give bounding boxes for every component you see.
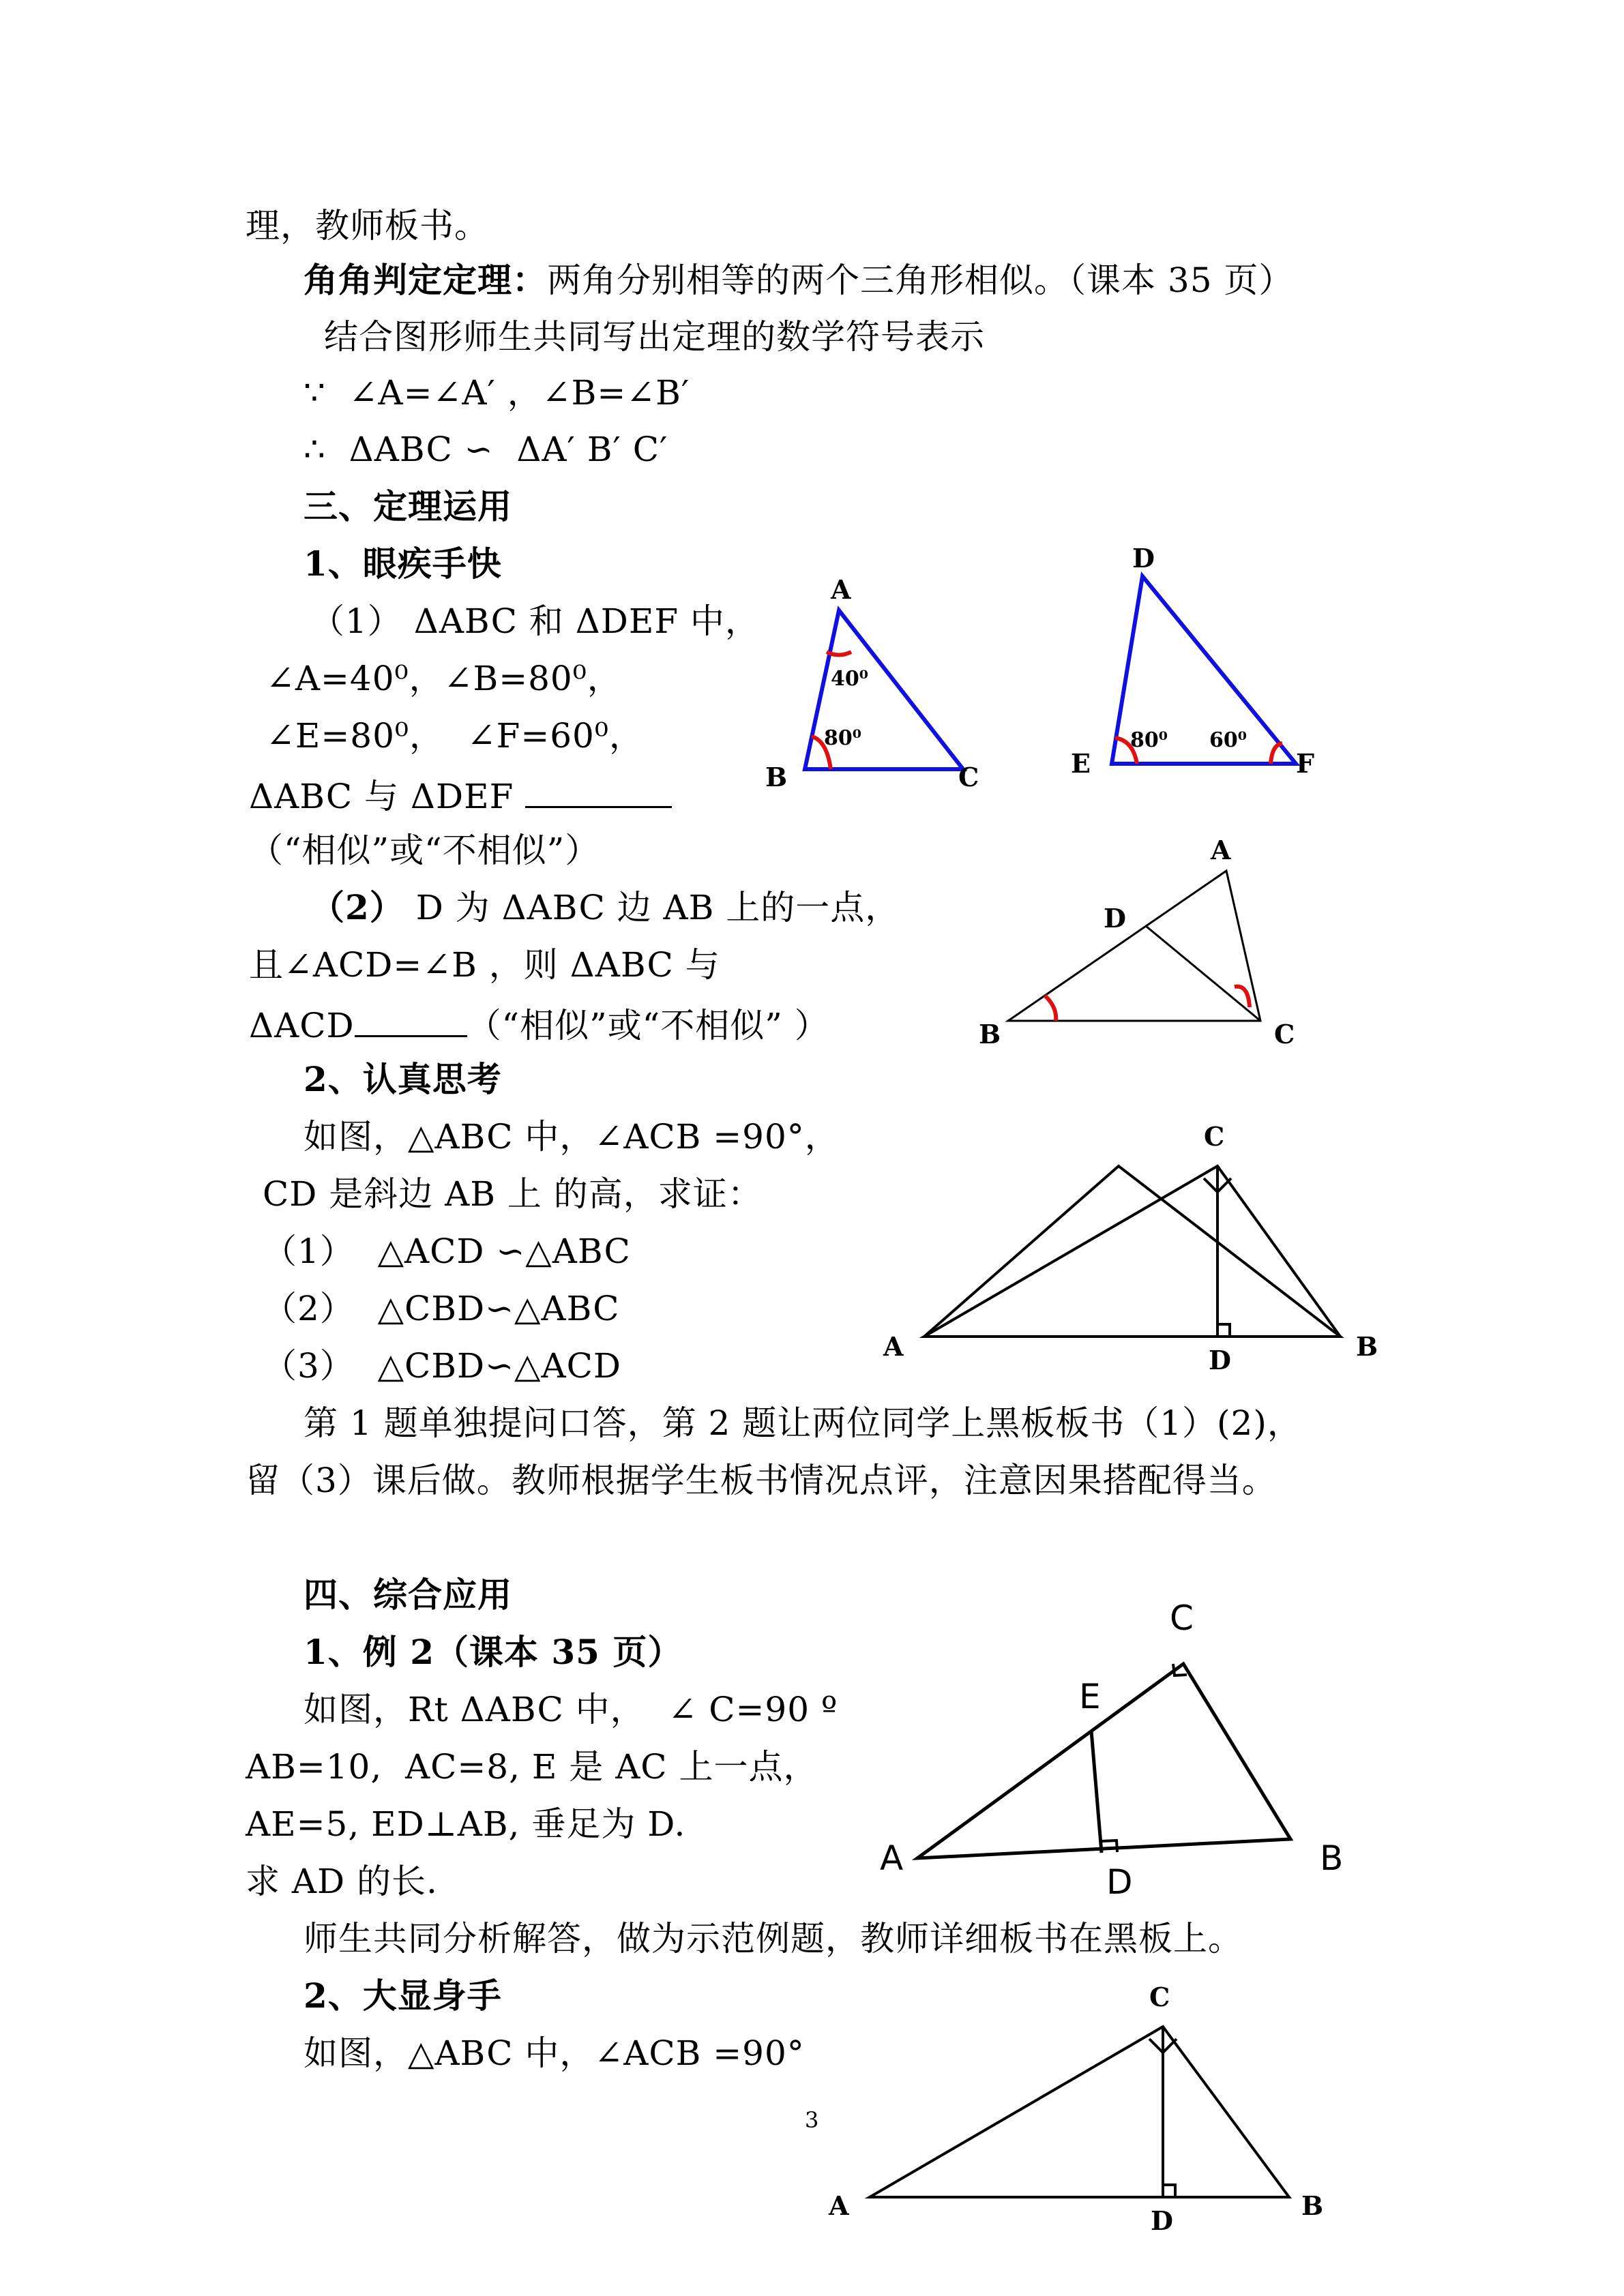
theorem-text: 两角分别相等的两个三角形相似。（课本 35 页） [547, 260, 1294, 300]
text-line: 理，教师板书。 [246, 206, 489, 245]
section-heading: 四、综合应用 [304, 1575, 512, 1615]
text-line [249, 1001, 829, 1047]
label-b: B [1356, 1331, 1378, 1362]
math-line: ∵ ∠A=∠A′ ，∠B=∠B′ [304, 373, 690, 413]
angle-a-label: 40⁰ [831, 667, 868, 691]
label-b: B [1320, 1838, 1344, 1878]
text-line: 第 1 题单独提问口答，第 2 题让两位同学上黑板板书（1）(2)， [304, 1403, 1302, 1443]
text-line: CD 是斜边 AB 上 的高，求证： [263, 1174, 763, 1214]
label-b: B [765, 762, 788, 791]
angle-a-arc [827, 652, 851, 655]
label-b: B [1301, 2190, 1324, 2221]
subsection-heading: 2、认真思考 [304, 1059, 502, 1099]
text-line [310, 886, 900, 929]
text-line: （3） △CBD∽△ACD [263, 1346, 621, 1386]
label-c: C [958, 762, 979, 791]
figure-triangle-def [1061, 539, 1333, 791]
angle-f-label: 60⁰ [1209, 728, 1247, 752]
label-d: D [1132, 543, 1155, 573]
text-line: （1） ΔABC 和 ΔDEF 中， [310, 601, 760, 641]
triangle-abc [917, 1664, 1290, 1858]
triangle-abc [870, 2027, 1289, 2197]
angle-e-label: 80⁰ [1130, 728, 1168, 752]
label-c: C [1149, 1982, 1170, 2012]
text-line: ∠E=80⁰， ∠F=60⁰， [266, 716, 644, 756]
angle-acd-arc [1235, 987, 1250, 1007]
label-a: A [1211, 835, 1231, 865]
math-line: ∴ ΔABC ∽ ΔA′ B′ C′ [304, 430, 668, 469]
segment-ed [1091, 1731, 1102, 1853]
label-e: E [1079, 1677, 1101, 1716]
subsection-heading: 1、例 2（课本 35 页） [304, 1632, 683, 1672]
label-f: F [1296, 748, 1314, 779]
question-text: （“相似”或“不相似” ） [467, 1006, 829, 1045]
subsection-heading: 2、大显身手 [304, 1976, 502, 2016]
figure-right-triangle-altitude [873, 1112, 1391, 1384]
label-e: E [1071, 748, 1091, 779]
figure-right-triangle-altitude-2 [818, 1978, 1350, 2264]
label-a: A [829, 2190, 849, 2221]
figure-example-triangle [866, 1589, 1371, 1909]
label-c: C [1170, 1598, 1194, 1638]
question-number: （2） [310, 887, 404, 927]
label-c: C [1204, 1121, 1225, 1152]
label-d: D [1106, 1862, 1133, 1902]
angle-b-label: 80⁰ [824, 726, 861, 750]
label-a: A [880, 1838, 904, 1878]
text-line: 且∠ACD=∠B ，则 ΔABC 与 [249, 945, 720, 985]
segment-cd [1146, 926, 1260, 1021]
figure-triangle-abc [750, 566, 1003, 791]
angle-b-arc [1045, 996, 1056, 1021]
triangle-outline [924, 1166, 1340, 1337]
label-b: B [979, 1019, 1001, 1049]
text-line: 师生共同分析解答，做为示范例题，教师详细板书在黑板上。 [304, 1919, 1243, 1958]
right-angle-d [1163, 2185, 1175, 2197]
label-d: D [1151, 2205, 1173, 2236]
text-line: 留（3）课后做。教师根据学生板书情况点评，注意因果搭配得当。 [246, 1461, 1277, 1500]
label-a: A [831, 574, 851, 605]
label-a: A [883, 1331, 904, 1362]
subsection-heading: 1、眼疾手快 [304, 543, 502, 584]
theorem-line [304, 259, 1293, 301]
label-c: C [1274, 1019, 1295, 1049]
section-heading: 三、定理运用 [304, 486, 512, 526]
theorem-title: 角角判定定理： [304, 260, 547, 300]
page-number: 3 [805, 2107, 819, 2133]
label-d: D [1104, 903, 1126, 934]
text-line: AE=5, ED⊥AB, 垂足为 D. [246, 1804, 686, 1844]
question-text: D 为 ΔABC 边 AB 上的一点， [404, 888, 900, 927]
text-line [249, 772, 672, 818]
answer-blank[interactable] [355, 1001, 467, 1037]
right-angle-d [1217, 1324, 1230, 1337]
figure-triangle-abc-point-d [969, 829, 1310, 1054]
question-text: ΔABC 与 ΔDEF [249, 777, 526, 816]
answer-blank[interactable] [525, 772, 672, 808]
label-d: D [1209, 1345, 1231, 1375]
text-line: 如图，△ABC 中，∠ACB =90°， [304, 1117, 840, 1157]
text-line: 如图，Rt ΔABC 中， ∠ C=90 º [304, 1690, 838, 1729]
text-line: ∠A=40⁰，∠B=80⁰， [266, 659, 622, 698]
question-text: ΔACD [249, 1006, 355, 1045]
text-line: 如图，△ABC 中，∠ACB =90° [304, 2033, 805, 2073]
text-line: （“相似”或“不相似”） [249, 831, 600, 870]
text-line: 结合图形师生共同写出定理的数学符号表示 [324, 317, 985, 357]
text-line: AB=10, AC=8, E 是 AC 上一点， [246, 1747, 818, 1787]
text-line: 求 AD 的长. [246, 1862, 438, 1901]
text-line: （2） △CBD∽△ABC [263, 1289, 620, 1328]
text-line: （1） △ACD ∽△ABC [263, 1232, 631, 1271]
